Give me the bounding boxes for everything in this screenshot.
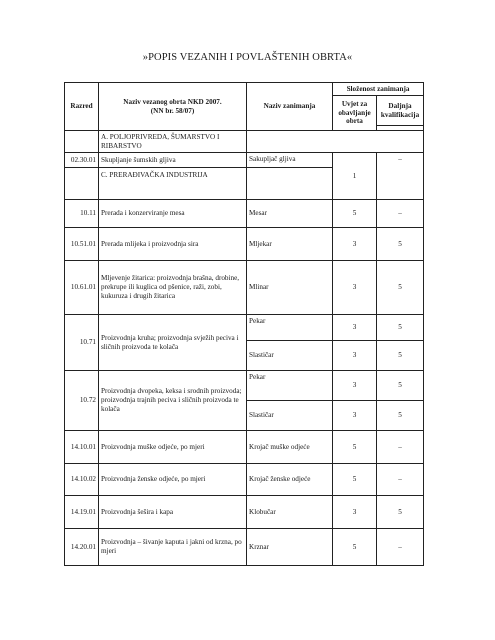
row-activity: Proizvodnja šešira i kapa — [99, 496, 247, 529]
header-slozenost: Složenost zanimanja — [333, 83, 424, 96]
row-code: 14.19.01 — [65, 496, 99, 529]
header-row — [65, 83, 424, 96]
section-c-label: C. PRERAĐIVAČKA INDUSTRIJA — [99, 168, 247, 200]
row-uvjet: 3 — [333, 261, 377, 315]
row-daljnja: – — [377, 464, 424, 496]
row-activity: Skupljanje šumskih gljiva — [99, 153, 247, 168]
row-daljnja: 5 — [377, 228, 424, 261]
row-occupation: Krojač ženske odjeće — [247, 464, 333, 496]
row-daljnja: – — [377, 529, 424, 566]
row-code: 10.71 — [65, 315, 99, 371]
row-daljnja: 5 — [377, 315, 424, 341]
header-naziv-nkd — [99, 83, 247, 131]
row-code: 10.72 — [65, 371, 99, 431]
trades-table — [64, 82, 424, 566]
row-uvjet: 3 — [333, 228, 377, 261]
row-activity: Proizvodnja ženske odjeće, po mjeri — [99, 464, 247, 496]
row-code: 10.51.01 — [65, 228, 99, 261]
section-a-label: A. POLJOPRIVREDA, ŠUMARSTVO I RIBARSTVO — [99, 131, 247, 153]
row-activity: Prerada mlijeka i proizvodnja sira — [99, 228, 247, 261]
row-occupation: Pekar — [247, 371, 333, 401]
row-uvjet: 3 — [333, 401, 377, 431]
row-activity: Proizvodnja – šivanje kaputa i jakni od krzna, po mjeri — [99, 529, 247, 566]
header-naziv-zanimanja: Naziv zanimanja — [247, 83, 333, 131]
row-code: 14.10.02 — [65, 464, 99, 496]
table-row — [65, 529, 424, 566]
row-activity: Proizvodnja kruha; proizvodnja svježih peciva i sličnih proizvoda te kolača — [99, 315, 247, 371]
row-daljnja: 5 — [377, 371, 424, 401]
row-occupation: Klobučar — [247, 496, 333, 529]
row-activity: Prerada i konzerviranje mesa — [99, 200, 247, 228]
section-row — [65, 131, 424, 153]
row-occupation: Slastičar — [247, 341, 333, 371]
header-razred: Razred — [65, 83, 99, 131]
table-row — [65, 153, 424, 168]
row-uvjet: 5 — [333, 529, 377, 566]
section-empty-cell — [377, 131, 424, 153]
row-occupation: Mlinar — [247, 261, 333, 315]
row-occupation: Mljekar — [247, 228, 333, 261]
row-uvjet: 3 — [333, 496, 377, 529]
row-code: 02.30.01 — [65, 153, 99, 168]
table-row — [65, 431, 424, 464]
table-row — [65, 261, 424, 315]
section-empty-cell — [247, 168, 333, 200]
row-daljnja: – — [377, 200, 424, 228]
row-occupation: Pekar — [247, 315, 333, 341]
header-uvjet: Uvjet za obavljanje obrta — [333, 96, 377, 131]
row-daljnja: 5 — [377, 261, 424, 315]
row-uvjet: 5 — [333, 431, 377, 464]
row-code: 14.10.01 — [65, 431, 99, 464]
row-daljnja: 5 — [377, 341, 424, 371]
row-uvjet: 3 — [333, 371, 377, 401]
row-occupation: Mesar — [247, 200, 333, 228]
table-row — [65, 200, 424, 228]
header-daljnja: Daljnja kvalifikacija — [377, 96, 424, 126]
row-code: 10.61.01 — [65, 261, 99, 315]
row-uvjet: 5 — [333, 464, 377, 496]
row-occupation: Slastičar — [247, 401, 333, 431]
row-occupation: Krojač muške odjeće — [247, 431, 333, 464]
row-uvjet: 1 — [333, 153, 377, 200]
page-title: »POPIS VEZANIH I POVLAŠTENIH OBRTA« — [142, 52, 353, 63]
header-naziv-nkd-line1: Naziv vezanog obrta NKD 2007. — [123, 97, 222, 106]
table-row — [65, 371, 424, 401]
row-code: 14.20.01 — [65, 529, 99, 566]
row-occupation: Sakupljač gljiva — [247, 153, 333, 168]
row-daljnja: – — [377, 153, 424, 200]
table-row — [65, 496, 424, 529]
section-empty-cell — [333, 131, 377, 153]
row-uvjet: 5 — [333, 200, 377, 228]
row-activity: Proizvodnja dvopeka, keksa i srodnih proizvoda; proizvodnja trajnih peciva i sličnih proizvoda te kolača — [99, 371, 247, 431]
row-daljnja: 5 — [377, 496, 424, 529]
row-uvjet: 3 — [333, 341, 377, 371]
table-row — [65, 228, 424, 261]
row-code: 10.11 — [65, 200, 99, 228]
section-empty-cell — [65, 168, 99, 200]
row-activity: Mljevenje žitarica: proizvodnja brašna, drobine, prekrupe ili kuglica od pšenice, raži, zobi, kukuruza i drugih žitarica — [99, 261, 247, 315]
table-row — [65, 315, 424, 341]
row-daljnja: 5 — [377, 401, 424, 431]
header-naziv-nkd-line2: (NN br. 58/07) — [150, 106, 195, 115]
row-uvjet: 3 — [333, 315, 377, 341]
row-activity: Proizvodnja muške odjeće, po mjeri — [99, 431, 247, 464]
row-occupation: Krznar — [247, 529, 333, 566]
table-row — [65, 464, 424, 496]
section-empty-cell — [247, 131, 333, 153]
section-empty-cell — [65, 131, 99, 153]
row-daljnja: – — [377, 431, 424, 464]
